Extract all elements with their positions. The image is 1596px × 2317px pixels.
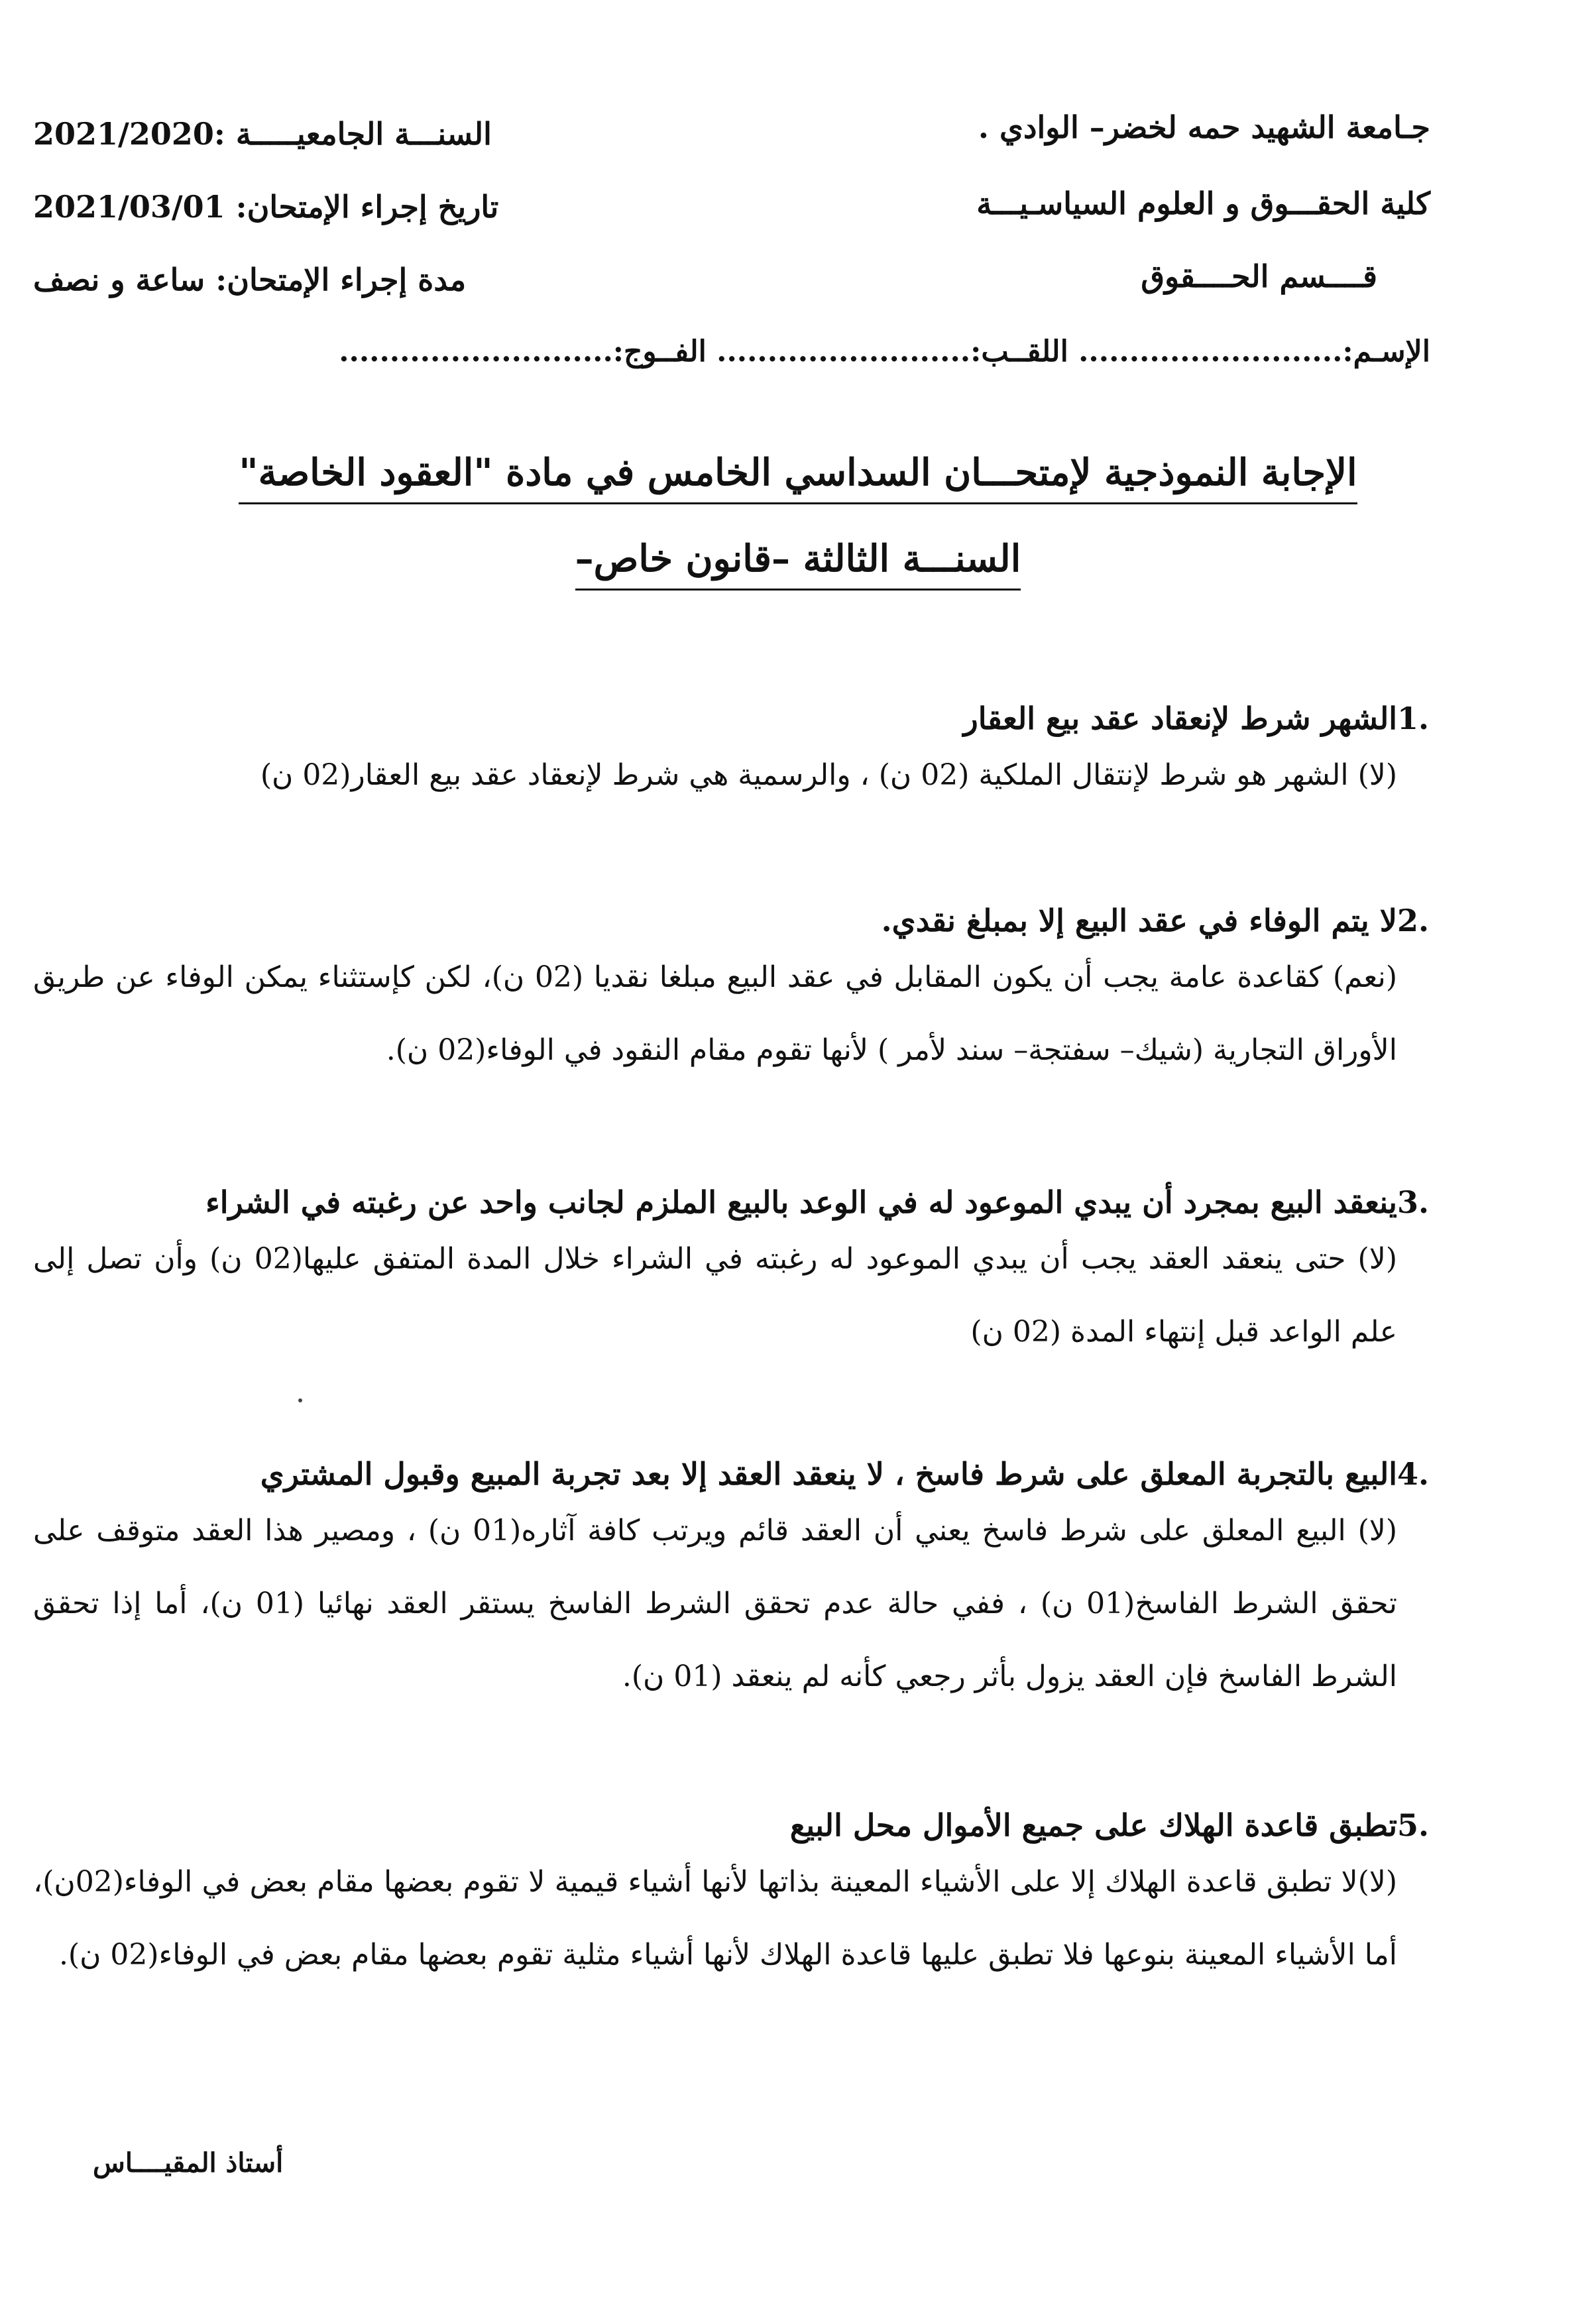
question-5-text: تطبق قاعدة الهلاك على جميع الأموال محل البيع	[789, 1807, 1397, 1843]
question-3-answer: (لا) حتى ينعقد العقد يجب أن يبدي الموعود له رغبته في الشراء خلال المدة المتفق عليها(02 ن) وأن تصل إلى علم الواعد قبل إنتهاء المدة (02 ن)	[33, 1241, 1397, 1349]
faculty-name: كلية الحقـــوق و العلوم السياسـيـــة	[976, 186, 1430, 221]
question-2-answer: (نعم) كقاعدة عامة يجب أن يكون المقابل في عقد البيع مبلغا نقديا (02 ن)، لكن كإستثناء يمكن الوفاء عن طريق الأوراق التجارية (شيك– سفتجة– سند لأمر ) لأنها تقوم مقام النقود في الوفاء(02 ن).	[33, 960, 1397, 1067]
exam-duration: مدة إجراء الإمتحان: ساعة و نصف	[33, 262, 467, 298]
question-4-text: البيع بالتجربة المعلق على شرط فاسخ ، لا ينعقد العقد إلا بعد تجربة المبيع وقبول المشتري	[260, 1456, 1397, 1492]
document-title	[0, 451, 1596, 504]
university-name: جـامعة الشهيد حمه لخضر– الوادي .	[978, 109, 1430, 145]
question-5-title	[33, 1806, 1444, 1846]
question-2-number: 2.	[1397, 903, 1430, 938]
question-5-number: 5.	[1397, 1807, 1430, 1843]
question-1	[33, 699, 1444, 812]
academic-year: السنـــة الجامعيـــــة :2021/2020	[33, 116, 492, 152]
question-1-title	[33, 699, 1444, 739]
exam-date: تاريخ إجراء الإمتحان: 2021/03/01	[33, 189, 499, 225]
document-subtitle-text: السنـــة الثالثة –قانون خاص–	[575, 537, 1021, 591]
question-2-title	[33, 901, 1444, 941]
question-3-title	[33, 1183, 1444, 1223]
question-2-text: لا يتم الوفاء في عقد البيع إلا بمبلغ نقدي.	[881, 903, 1397, 938]
question-4	[33, 1455, 1444, 1713]
question-5-answer: (لا)لا تطبق قاعدة الهلاك إلا على الأشياء المعينة بذاتها لأنها أشياء قيمية لا تقوم بعضها مقام بعض في الوفاء(02ن)، أما الأشياء المعينة بنوعها فلا تطبق عليها قاعدة الهلاك لأنها أشياء مثلية تقوم بعضها مقام بعض في الوفاء(02 ن).	[33, 1864, 1397, 1972]
question-4-title	[33, 1455, 1444, 1495]
question-1-text: الشهر شرط لإنعقاد عقد بيع العقار	[963, 701, 1397, 736]
document-subtitle	[0, 537, 1596, 591]
question-3-text: ينعقد البيع بمجرد أن يبدي الموعود له في الوعد بالبيع الملزم لجانب واحد عن رغبته في الشراء	[205, 1184, 1397, 1220]
question-1-answer: (لا) الشهر هو شرط لإنتقال الملكية (02 ن) ، والرسمية هي شرط لإنعقاد عقد بيع العقار(02 ن)	[260, 758, 1397, 792]
question-2	[33, 901, 1444, 1087]
question-4-answer: (لا) البيع المعلق على شرط فاسخ يعني أن العقد قائم ويرتب كافة آثاره(01 ن) ، ومصير هذا العقد متوقف على تحقق الشرط الفاسخ(01 ن) ، ففي حالة عدم تحقق الشرط الفاسخ يستقر العقد نهائيا (01 ن)، أما إذا تحقق الشرط الفاسخ فإن العقد يزول بأثر رجعي كأنه لم ينعقد (01 ن).	[33, 1513, 1398, 1693]
question-5	[33, 1806, 1444, 1992]
question-4-number: 4.	[1397, 1456, 1430, 1492]
department-name: قــــسم الحــــقوق	[1141, 258, 1377, 294]
student-info-line: الإسـم:.......................... اللقــب:......................... الفــوج:...........................	[339, 335, 1430, 368]
document-title-text: الإجابة النموذجية لإمتحـــان السداسي الخامس في مادة "العقود الخاصة"	[239, 451, 1357, 504]
question-1-number: 1.	[1397, 701, 1430, 736]
professor-signature-label: أستاذ المقيــــاس	[93, 2147, 284, 2178]
question-3-number: 3.	[1397, 1184, 1430, 1220]
scan-speck	[298, 1398, 302, 1402]
question-3	[33, 1183, 1444, 1369]
